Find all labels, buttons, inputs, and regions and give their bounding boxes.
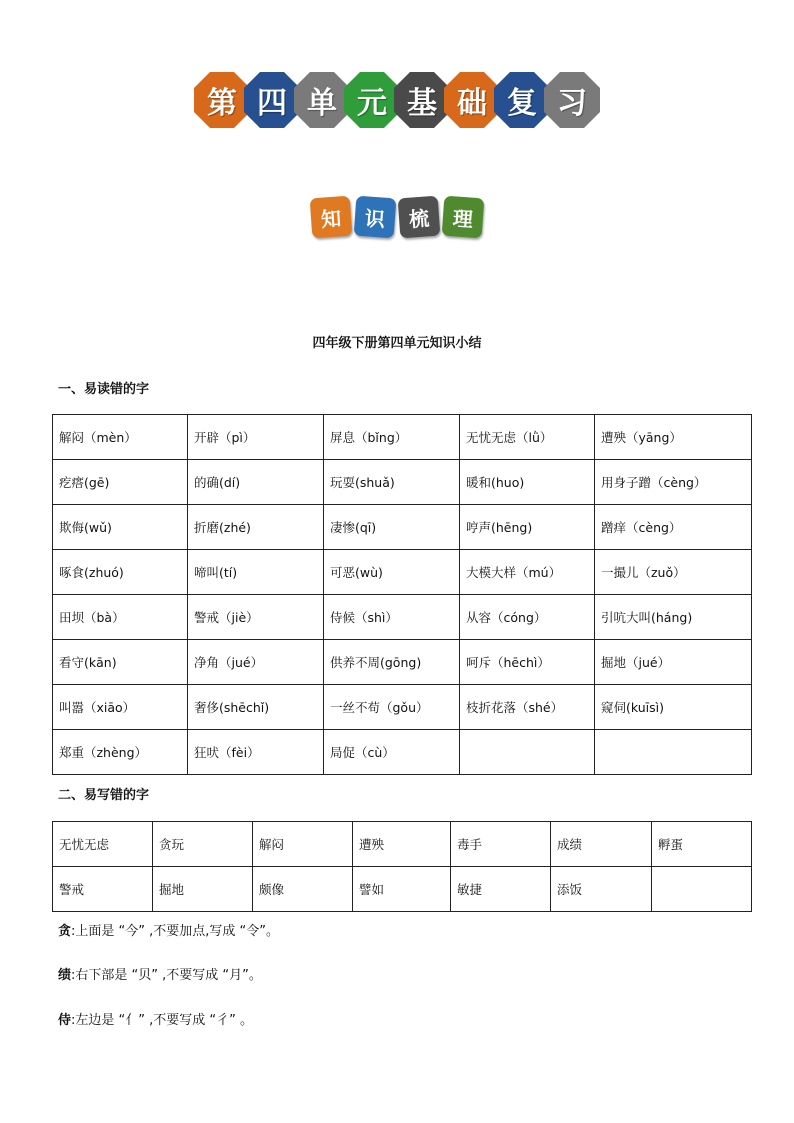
table-cell: 一撮儿（zuǒ） bbox=[595, 550, 752, 595]
subtitle-char-tile: 知 bbox=[310, 196, 353, 239]
table-row bbox=[53, 640, 752, 685]
note-text: :上面是 “今” ,不要加点,写成 “令”。 bbox=[71, 924, 279, 939]
table-cell: 奢侈(shēchǐ) bbox=[188, 685, 324, 730]
section-heading-miswritten: 二、易写错的字 bbox=[58, 788, 150, 803]
title-char: 元 bbox=[357, 86, 387, 121]
table-cell: 解闷（mèn） bbox=[53, 415, 188, 460]
table-cell: 郑重（zhèng） bbox=[53, 730, 188, 775]
note-text: :左边是 “亻” ,不要写成 “彳” 。 bbox=[71, 1013, 253, 1028]
table-row bbox=[53, 822, 752, 867]
document-title: 四年级下册第四单元知识小结 bbox=[312, 336, 482, 351]
title-char-badge bbox=[194, 72, 250, 128]
table-cell: 遭殃（yāng） bbox=[595, 415, 752, 460]
title-char-badge bbox=[344, 72, 400, 128]
table-row bbox=[53, 730, 752, 775]
table-cell: 从容（cóng） bbox=[460, 595, 595, 640]
table-cell: 孵蛋 bbox=[652, 822, 752, 867]
table-cell: 叫嚣（xiāo） bbox=[53, 685, 188, 730]
title-char-badge bbox=[494, 72, 550, 128]
table-cell: 敏捷 bbox=[451, 867, 551, 912]
table-cell: 看守(kān) bbox=[53, 640, 188, 685]
table-cell: 一丝不苟（gǒu） bbox=[324, 685, 460, 730]
table-cell: 啼叫(tí) bbox=[188, 550, 324, 595]
table-cell: 掘地 bbox=[153, 867, 253, 912]
table-cell: 大模大样（mú） bbox=[460, 550, 595, 595]
title-char: 单 bbox=[307, 86, 337, 121]
table-cell bbox=[460, 730, 595, 775]
note-ji bbox=[58, 964, 262, 983]
title-char-badge bbox=[444, 72, 500, 128]
table-cell bbox=[595, 730, 752, 775]
table-row bbox=[53, 595, 752, 640]
note-key: 绩 bbox=[58, 968, 72, 983]
table-row bbox=[53, 460, 752, 505]
table-cell: 蹭痒（cèng） bbox=[595, 505, 752, 550]
section-heading-misread: 一、易读错的字 bbox=[58, 382, 150, 397]
table-cell: 田坝（bà） bbox=[53, 595, 188, 640]
title-char-badge bbox=[294, 72, 350, 128]
table-cell: 玩耍(shuǎ) bbox=[324, 460, 460, 505]
note-tan bbox=[58, 920, 279, 939]
table-cell: 引吭大叫(háng) bbox=[595, 595, 752, 640]
table-cell: 啄食(zhuó) bbox=[53, 550, 188, 595]
table-cell: 颇像 bbox=[253, 867, 353, 912]
table-cell: 遭殃 bbox=[353, 822, 451, 867]
table-cell: 添饭 bbox=[551, 867, 652, 912]
table-cell: 局促（cù） bbox=[324, 730, 460, 775]
title-char: 基 bbox=[407, 86, 437, 121]
table-cell: 成绩 bbox=[551, 822, 652, 867]
table-cell: 呵斥（hēchì） bbox=[460, 640, 595, 685]
table-cell: 开辟（pì） bbox=[188, 415, 324, 460]
table-cell: 可恶(wù) bbox=[324, 550, 460, 595]
title-char-badge bbox=[244, 72, 300, 128]
table-cell: 狂吠（fèi） bbox=[188, 730, 324, 775]
title-char-badge bbox=[544, 72, 600, 128]
table-cell: 用身子蹭（cèng） bbox=[595, 460, 752, 505]
table-row bbox=[53, 685, 752, 730]
title-char: 习 bbox=[557, 86, 587, 121]
table-cell: 疙瘩(gē) bbox=[53, 460, 188, 505]
table-cell: 解闷 bbox=[253, 822, 353, 867]
title-char: 四 bbox=[257, 86, 287, 121]
table-cell: 的确(dí) bbox=[188, 460, 324, 505]
table-cell: 无忧无虑（lǜ） bbox=[460, 415, 595, 460]
table-row bbox=[53, 867, 752, 912]
note-key: 贪 bbox=[58, 924, 72, 939]
misread-characters-table bbox=[52, 414, 752, 775]
note-shi bbox=[58, 1009, 253, 1028]
unit-title-banner bbox=[0, 72, 794, 128]
table-cell: 警戒（jiè） bbox=[188, 595, 324, 640]
title-char-badge bbox=[394, 72, 450, 128]
subtitle-char-tile: 理 bbox=[442, 196, 485, 239]
table-cell: 凄惨(qī) bbox=[324, 505, 460, 550]
table-cell: 掘地（jué） bbox=[595, 640, 752, 685]
note-key: 侍 bbox=[58, 1013, 72, 1028]
table-cell: 欺侮(wǔ) bbox=[53, 505, 188, 550]
table-row bbox=[53, 550, 752, 595]
table-cell: 窥伺(kuīsì) bbox=[595, 685, 752, 730]
table-cell bbox=[652, 867, 752, 912]
note-text: :右下部是 “贝” ,不要写成 “月”。 bbox=[71, 968, 262, 983]
title-char: 复 bbox=[507, 86, 537, 121]
table-cell: 毒手 bbox=[451, 822, 551, 867]
table-cell: 屏息（bǐng） bbox=[324, 415, 460, 460]
table-row bbox=[53, 505, 752, 550]
subtitle-char-tile: 梳 bbox=[398, 196, 441, 239]
table-cell: 哼声(hēng) bbox=[460, 505, 595, 550]
table-cell: 折磨(zhé) bbox=[188, 505, 324, 550]
table-cell: 贪玩 bbox=[153, 822, 253, 867]
table-cell: 枝折花落（shé） bbox=[460, 685, 595, 730]
knowledge-review-banner bbox=[0, 197, 794, 239]
miswritten-characters-table bbox=[52, 821, 752, 912]
title-char: 础 bbox=[457, 86, 487, 121]
table-cell: 供养不周(gōng) bbox=[324, 640, 460, 685]
title-char: 第 bbox=[207, 86, 237, 121]
table-cell: 净角（jué） bbox=[188, 640, 324, 685]
table-cell: 暖和(huo) bbox=[460, 460, 595, 505]
table-cell: 譬如 bbox=[353, 867, 451, 912]
table-cell: 警戒 bbox=[53, 867, 153, 912]
subtitle-char-tile: 识 bbox=[354, 196, 397, 239]
table-cell: 无忧无虑 bbox=[53, 822, 153, 867]
table-row bbox=[53, 415, 752, 460]
table-cell: 侍候（shì） bbox=[324, 595, 460, 640]
